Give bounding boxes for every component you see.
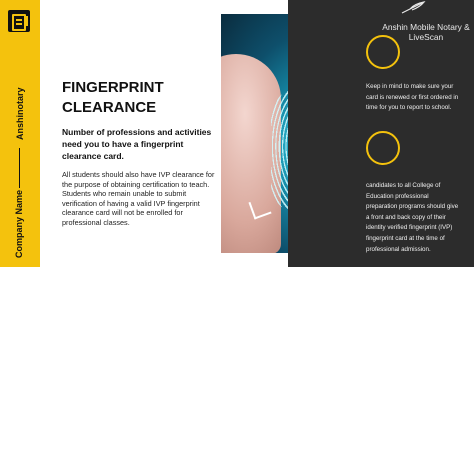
spine-brand-text: Anshinotary bbox=[15, 87, 25, 140]
note-text-2: candidates to all College of Education professional preparation programs should give a front and back copy of their identity verified fingerprint (IVP) fingerprint card at the time of professional admission. bbox=[366, 182, 459, 253]
spine-divider bbox=[19, 148, 20, 188]
company-name-label: Company Name bbox=[14, 189, 24, 258]
accent-ring-2 bbox=[366, 131, 400, 165]
document-icon bbox=[8, 10, 30, 32]
brand-name: Anshin Mobile Notary & LiveScan bbox=[382, 22, 470, 42]
lead-paragraph: Number of professions and activities need you to have a fingerprint clearance card. bbox=[62, 127, 212, 161]
accent-ring-1 bbox=[366, 35, 400, 69]
feather-icon bbox=[400, 0, 428, 14]
page-title: FINGERPRINT CLEARANCE bbox=[62, 79, 164, 116]
body-paragraph: All students should also have IVP clearance for the purpose of obtaining certification to teach. Students who remain unable to submit verification of having a valid IVP fingerprint clearance card will not be enrolled for professional classes. bbox=[62, 170, 215, 227]
yellow-spine bbox=[0, 0, 40, 267]
note-text-1: Keep in mind to make sure your card is renewed or first ordered in time for you to report to school. bbox=[366, 83, 459, 112]
